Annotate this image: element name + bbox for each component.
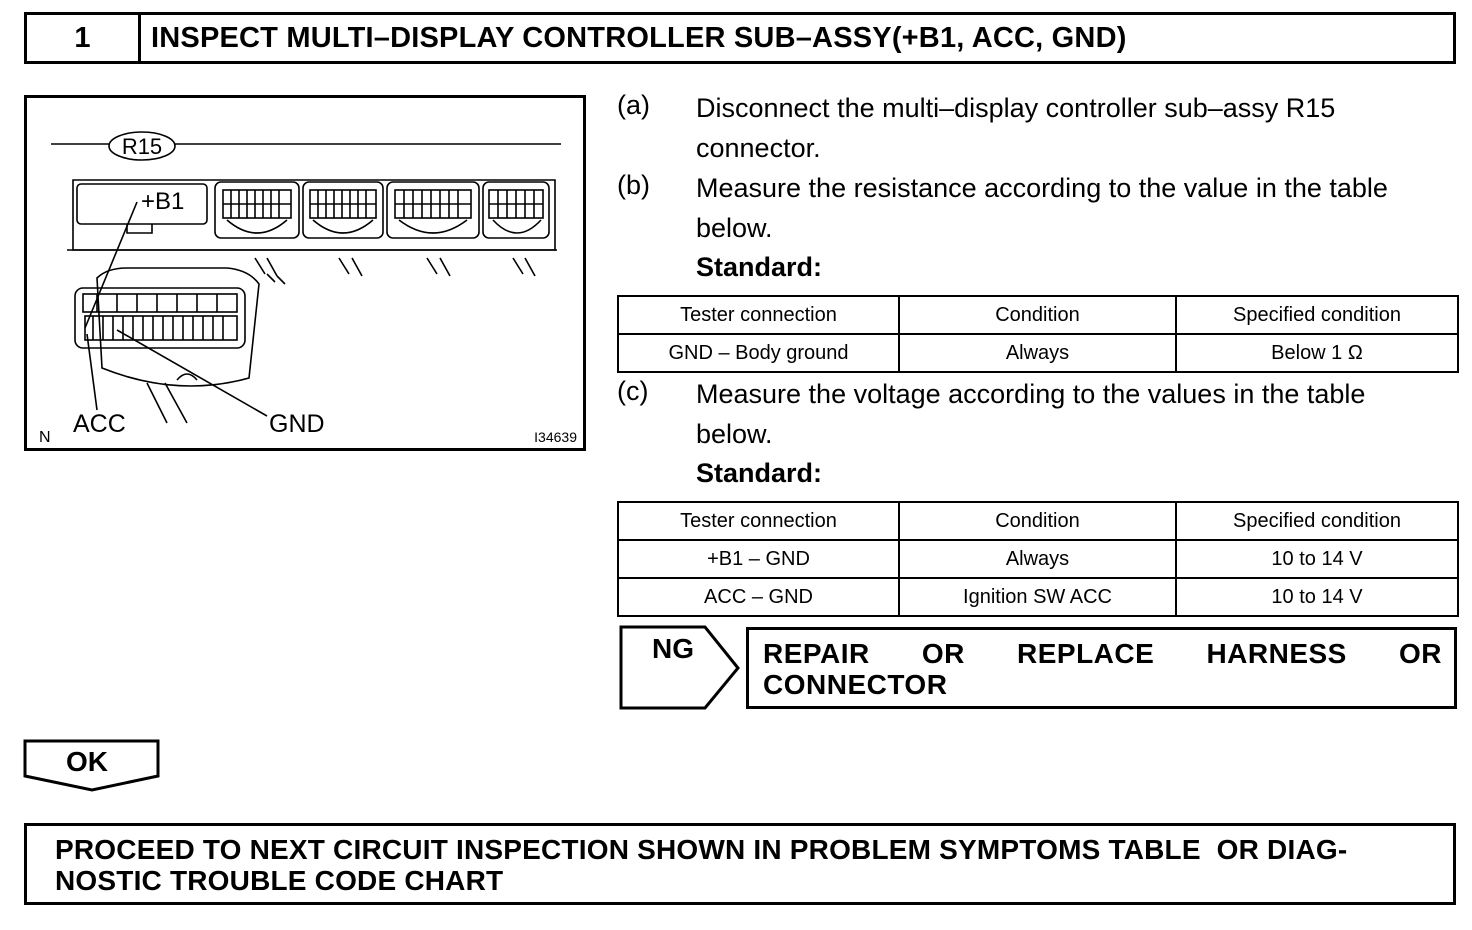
table-header-row	[618, 502, 1458, 540]
table-cell: Below 1 Ω	[1176, 334, 1458, 372]
step-c-line1: Measure the voltage according to the values in the table	[696, 379, 1366, 409]
voltage-table	[617, 501, 1459, 617]
pin-acc-label: ACC	[73, 410, 126, 438]
table-header-cell: Condition	[899, 502, 1176, 540]
table-cell: GND – Body ground	[618, 334, 899, 372]
ng-label: NG	[652, 633, 694, 664]
connector-drawing	[27, 98, 583, 448]
step-c-line2: below.	[696, 419, 773, 449]
next-line2: NOSTIC TROUBLE CODE CHART	[55, 865, 504, 896]
table-cell: 10 to 14 V	[1176, 540, 1458, 578]
table-header-cell: Tester connection	[618, 296, 899, 334]
corner-mark: N	[39, 429, 51, 446]
standard-label-b: Standard:	[696, 252, 823, 282]
ng-action-box	[746, 627, 1457, 709]
table-row	[618, 578, 1458, 616]
table-cell: Ignition SW ACC	[899, 578, 1176, 616]
table-row	[618, 334, 1458, 372]
ok-label: OK	[66, 746, 108, 777]
step-c-letter: (c)	[617, 376, 649, 406]
ng-word: OR	[1399, 638, 1442, 669]
standard-label-c: Standard:	[696, 458, 823, 488]
table-header-cell: Condition	[899, 296, 1176, 334]
step-a-line1: Disconnect the multi–display controller sub–assy R15	[696, 93, 1336, 123]
step-number: 1	[27, 15, 141, 61]
step-b-line1: Measure the resistance according to the value in the table	[696, 173, 1388, 203]
table-header-row	[618, 296, 1458, 334]
resistance-table	[617, 295, 1459, 373]
ng-word: REPAIR	[763, 638, 870, 669]
next-step-box	[24, 823, 1456, 905]
pin-b1-label: +B1	[141, 188, 185, 215]
ng-line2: CONNECTOR	[763, 669, 948, 700]
step-b-line2: below.	[696, 213, 773, 243]
table-cell: 10 to 14 V	[1176, 578, 1458, 616]
table-cell: ACC – GND	[618, 578, 899, 616]
step-header	[24, 12, 1456, 64]
table-cell: Always	[899, 540, 1176, 578]
figure-id: I34639	[534, 429, 577, 445]
table-header-cell: Tester connection	[618, 502, 899, 540]
connector-label: R15	[121, 134, 163, 159]
table-cell: +B1 – GND	[618, 540, 899, 578]
next-line1: PROCEED TO NEXT CIRCUIT INSPECTION SHOWN IN PROBLEM SYMPTOMS TABLE OR DIAG-	[55, 834, 1348, 865]
table-cell: Always	[899, 334, 1176, 372]
connector-figure	[24, 95, 586, 451]
table-row	[618, 540, 1458, 578]
step-a-line2: connector.	[696, 133, 821, 163]
ng-word: REPLACE	[1017, 638, 1155, 669]
step-title: INSPECT MULTI–DISPLAY CONTROLLER SUB–ASSY(+B1, ACC, GND)	[151, 21, 1127, 54]
pin-gnd-label: GND	[269, 410, 325, 438]
ng-word: HARNESS	[1206, 638, 1347, 669]
table-header-cell: Specified condition	[1176, 296, 1458, 334]
ng-word: OR	[921, 638, 965, 669]
table-header-cell: Specified condition	[1176, 502, 1458, 540]
step-a-letter: (a)	[617, 90, 650, 120]
step-b-letter: (b)	[617, 170, 650, 200]
